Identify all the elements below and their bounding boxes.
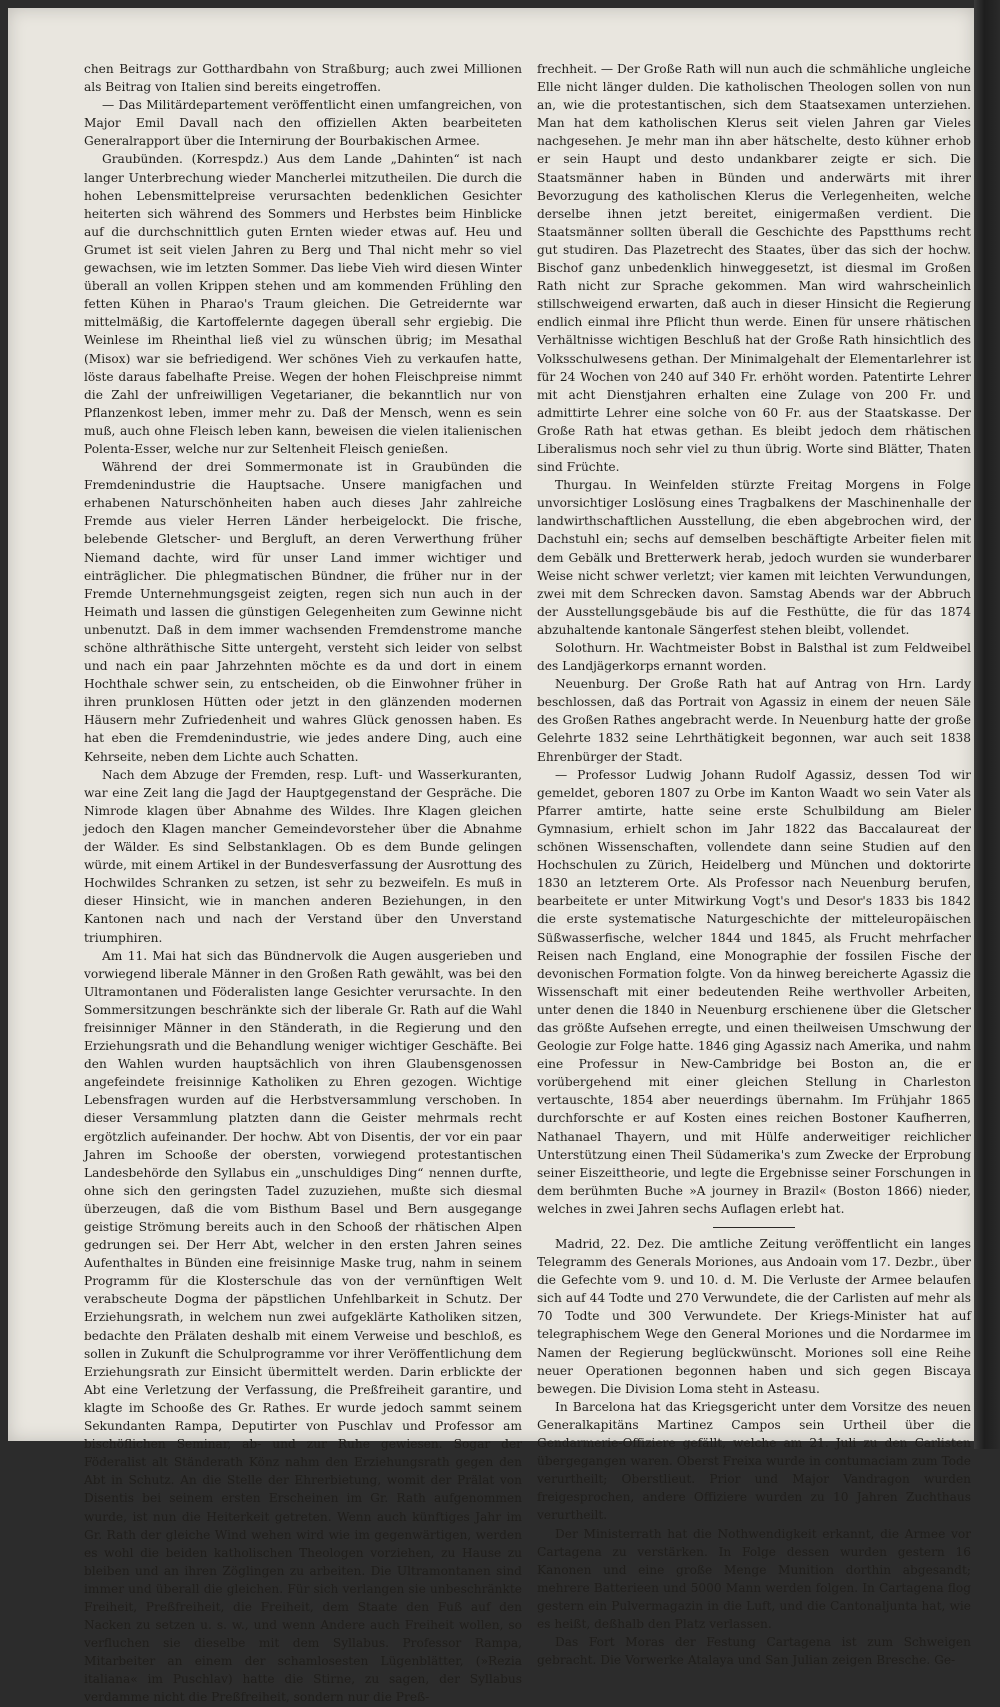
domestic-news-section xyxy=(537,60,971,1218)
right-column xyxy=(537,60,971,1668)
article-paragraph: — Professor Ludwig Johann Rudolf Agassiz, dessen Tod wir gemeldet, geboren 1807 zu Orbe im Kanton Waadt wo sein Vater als Pfarrer amtirte, hatte seine erste Schulbildung am Bieler Gymnasium, erhielt schon im Jahr 1822 das Baccalaureat der schönen Wissenschaften, vollendete dann seine Studien auf den Hochschulen zu Zürich, Heidelberg und München und doktorirte 1830 an letzterem Orte. Als Professor nach Neuenburg berufen, bearbeitete er unter Mitwirkung Vogt's und Desor's 1833 bis 1842 die erste systematische Naturgeschichte der mitteleuropäischen Süßwasserfische, welcher 1844 und 1845, als Frucht mehrfacher Reisen nach England, eine Monographie der fossilen Fische der devonischen Formation folgte. Von da hinweg bereicherte Agassiz die Wissenschaft mit einer bedeutenden Reihe werthvoller Arbeiten, unter denen die 1840 in Neuenburg erschienene über die Gletscher das größte Aufsehen erregte, und einen theilweisen Umschwung der Geologie zur Folge hatte. 1846 ging Agassiz nach Amerika, und nahm eine Professur in New-Cambridge bei Boston an, die er vorübergehend mit einer gleichen Stellung in Charleston vertauschte, 1854 aber neuerdings übernahm. Im Frühjahr 1865 durchforschte er auf Kosten eines reichen Bostoner Kaufherren, Nathanael Thayern, und mit Hülfe anderweitiger reichlicher Unterstützung einen Theil Südamerika's zum Zwecke der Erprobung seiner Eiszeittheorie, und legte die Ergebnisse seiner Forschungen in dem berühmten Buche »A journey in Brazil« (Boston 1866) nieder, welches in zwei Jahren sechs Auflagen erlebt hat. xyxy=(537,767,971,1216)
article-paragraph: Solothurn. Hr. Wachtmeister Bobst in Balsthal ist zum Feldweibel des Landjägerkorps ernannt worden. xyxy=(537,641,971,674)
article-paragraph: Graubünden. (Korrespdz.) Aus dem Lande „Dahinten“ ist nach langer Unterbrechung wieder Mancherlei mitzutheilen. Die durch die hohen Lebensmittelpreise verursachten bedenklichen Gesichter heiterten sich während des Sommers und Herbstes beim Hinblicke auf die durchschnittlich guten Ernten wieder etwas auf. Heu und Grumet ist seit vielen Jahren zu Berg und Thal nicht mehr so viel gewachsen, wie im letzten Sommer. Das liebe Vieh wird diesen Winter überall an vollen Krippen stehen und am kommenden Frühling den fetten Kühen in Pharao's Traum gleichen. Die Getreidernte war mittelmäßig, die Kartoffelernte dagegen überall sehr ergiebig. Die Weinlese im Rheinthal ließ viel zu wünschen übrig; im Mesathal (Misox) war sie befriedigend. Wer schönes Vieh zu verkaufen hatte, löste daraus fabelhafte Preise. Wegen der hohen Fleischpreise nimmt die Zahl der unfreiwilligen Vegetarianer, die bekanntlich nur von Pflanzenkost leben, immer mehr zu. Daß der Mensch, wenn es sein muß, auch ohne Fleisch leben kann, beweisen die vielen italienischen Polenta-Esser, welche nur zur Seltenheit Fleisch genießen. xyxy=(84,152,522,456)
left-column xyxy=(84,60,522,1705)
article-paragraph: Thurgau. In Weinfelden stürzte Freitag Morgens in Folge unvorsichtiger Loslösung eines Tragbalkens der Maschinenhalle der landwirthschaftlichen Ausstellung, die eben abgebrochen wird, der Dachstuhl ein; sechs auf demselben beschäftigte Arbeiter fielen mit dem Gebälk und Bretterwerk herab, jedoch wurden sie wunderbarer Weise nicht schwer verletzt; vier kamen mit leichten Verwundungen, zwei mit dem Schrecken davon. Samstag Abends war der Abbruch der Ausstellungsgebäude bis auf die Festhütte, die für das 1874 abzuhaltende kantonale Sängerfest stehen bleibt, vollendet. xyxy=(537,478,971,637)
article-paragraph: frechheit. — Der Große Rath will nun auch die schmähliche ungleiche Elle nicht länger dulden. Die katholischen Theologen sollen von nun an, wie die protestantischen, sich dem Staatsexamen unterziehen. Man hat dem katholischen Klerus seit vielen Jahren gar Vieles nachgesehen. Je mehr man ihn aber hätschelte, desto kühner erhob er sein Haupt und desto undankbarer zeigte er sich. Die Staatsmänner haben in Bünden und anderwärts mit ihrer Bevorzugung des katholischen Klerus die Verlegenheiten, welche derselbe ihnen jetzt bereitet, einigermaßen verdient. Die Staatsmänner sollten überall die Geschichte des Papstthums recht gut studiren. Das Plazetrecht des Staates, über das sich der hochw. Bischof ganz unbedenklich hinweggesetzt, ist diesmal im Großen Rath nicht zur Sprache gekommen. Man wird wahrscheinlich stillschweigend erwarten, daß auch in dieser Hinsicht die Regierung endlich einmal ihre Pflicht thun werde. Einen für unsere rhätischen Verhältnisse wichtigen Beschluß hat der Große Rath hinsichtlich des Volksschulwesens gethan. Der Minimalgehalt der Elementarlehrer ist für 24 Wochen von 240 auf 340 Fr. erhöht worden. Patentirte Lehrer mit acht Dienstjahren erhalten eine Zulage von 200 Fr. und admittirte Lehrer eine solche von 60 Fr. aus der Staatskasse. Der Große Rath hat etwas gethan. Es bleibt jedoch dem rhätischen Liberalismus noch sehr viel zu thun übrig. Worte sind Blätter, Thaten sind Früchte. xyxy=(537,62,971,475)
article-paragraph: Während der drei Sommermonate ist in Graubünden die Fremdenindustrie die Hauptsache. Unsere manigfachen und erhabenen Naturschönheiten haben auch dieses Jahr zahlreiche Fremde aus vieler Herren Länder herbeigelockt. Die frische, belebende Gletscher- und Bergluft, an deren Verwerthung früher Niemand dachte, wird für unser Land immer wichtiger und einträglicher. Die phlegmatischen Bündner, die früher nur in der Fremde Unternehmungsgeist zeigten, regen sich nun auch in der Heimath und lassen die günstigen Gelegenheiten zum Gewinne nicht unbenutzt. Daß in dem immer wachsenden Fremdenstrome manche schöne althräthische Sitte untergeht, versteht sich leider von selbst und nach ein paar Jahrzehnten möchte es da und dort in einem Hochthale schwer sein, zu entscheiden, ob die Einwohner früher in ihren prunklosen Hütten oder jetzt in den glänzenden modernen Häusern mehr Zufriedenheit und wahres Glück genossen haben. Es hat eben die Fremdenindustrie, wie jedes andere Ding, auch eine Kehrseite, neben dem Lichte auch Schatten. xyxy=(84,460,522,764)
article-paragraph: Nach dem Abzuge der Fremden, resp. Luft- und Wasserkuranten, war eine Zeit lang die Jagd der Hauptgegenstand der Gespräche. Die Nimrode klagen über Abnahme des Wildes. Ihre Klagen gleichen jedoch den Klagen mancher Gemeindevorsteher über die Abnahme der Wälder. Es sind Selbstanklagen. Ob es dem Bunde gelingen würde, mit einem Artikel in der Bundesverfassung der Ausrottung des Hochwildes Schranken zu setzen, ist sehr zu bezweifeln. Es muß in dieser Hinsicht, wie in manchen anderen Beziehungen, in den Kantonen nach und nach der Verstand über den Unverstand triumphiren. xyxy=(84,767,522,945)
page-edge-shadow xyxy=(974,0,1000,1449)
article-paragraph: In Barcelona hat das Kriegsgericht unter dem Vorsitze des neuen Generalkapitäns Martinez Campos sein Urtheil über die Gendarmerie-Offiziere gefällt, welche am 21. Juli zu den Carlisten übergegangen waren. Oberst Freixa wurde in contumaciam zum Tode verurtheilt; Oberstlieut. Prior und Major Vandragon wurden freigesprochen, andere Offiziere wurden zu 10 Jahren Zuchthaus verurtheilt. xyxy=(537,1399,971,1523)
article-paragraph: chen Beitrags zur Gotthardbahn von Straßburg; auch zwei Millionen als Beitrag von Italien sind bereits eingetroffen. xyxy=(84,62,522,95)
article-paragraph: Am 11. Mai hat sich das Bündnervolk die Augen ausgerieben und vorwiegend liberale Männer in den Großen Rath gewählt, was bei den Ultramontanen und Föderalisten lange Gesichter verursachte. In den Sommersitzungen beschränkte sich der liberale Gr. Rath auf die Wahl freisinniger Männer in den Ständerath, in die Regierung und den Erziehungsrath und die Behandlung weniger wichtiger Geschäfte. Bei den Wahlen wurden hauptsächlich von ihren Glaubensgenossen angefeindete freisinnige Katholiken zu Ehren gezogen. Wichtige Lebensfragen wurden auf die Herbstversammlung verschoben. In dieser Versammlung platzten dann die Geister mehrmals recht ergötzlich aufeinander. Der hochw. Abt von Disentis, der vor ein paar Jahren im Schooße der obersten, vorwiegend protestantischen Landesbehörde den Syllabus ein „unschuldiges Ding“ nennen durfte, ohne sich den geringsten Tadel zuzuziehen, mußte sich diesmal überzeugen, daß die vom Bisthum Basel und Bern ausgegange geistige Strömung bereits auch in den Schooß der rhätischen Alpen gedrungen sei. Der Herr Abt, welcher in den ersten Jahren seines Aufenthaltes in Bünden eine freisinnige Maske trug, nahm in seinem Programm für die Klosterschule das von der vernünftigen Welt verabscheute Dogma der päpstlichen Unfehlbarkeit in Schutz. Der Erziehungsrath, in welchem nun zwei aufgeklärte Katholiken sitzen, bedachte den Prälaten deshalb mit einem Verweise und beschloß, es sollen in Zukunft die Schulprogramme vor ihrer Veröffentlichung dem Erziehungsrath zur Einsicht übermittelt werden. Darin erblickte der Abt eine Verletzung der Verfassung, die Preßfreiheit garantire, und klagte im Schooße des Gr. Rathes. Er wurde jedoch sammt seinem Sekundanten Rampa, Deputirter von Puschlav und Professor am bischöflichen Seminar, ab- und zur Ruhe gewiesen. Sogar der Föderalist alt Ständerath Könz nahm den Erziehungsrath gegen den Abt in Schutz. An die Stelle der Ehrerbietung, womit der Prälat von Disentis bei seinem ersten Erscheinen im Gr. Rath aufgenommen wurde, ist nun die Heiterkeit getreten. Wenn auch künftiges Jahr im Gr. Rath der gleiche Wind wehen wird wie im gegenwärtigen, werden es wohl die beiden katholischen Theologen vorziehen, zu Hause zu bleiben und an ihren Zöglingen zu arbeiten. Die Ultramontanen sind immer und überall die gleichen. Für sich verlangen sie unbeschränkte Freiheit, Preßfreiheit, die Freiheit, dem Staate den Fuß auf den Nacken zu setzen u. s. w., und wenn Andere auch Freiheit wollen, so verfluchen sie dieselbe mit dem Syllabus. Professor Rampa, Mitarbeiter an einem der schamlosesten Lügenblätter, (»Rezia italiana« im Puschlav) hatte die Stirne, zu sagen, der Syllabus verdamme nicht die Preßfreiheit, sondern nur die Preß- xyxy=(84,948,522,1705)
foreign-news-section xyxy=(537,1235,971,1669)
newspaper-page xyxy=(8,8,974,1705)
article-paragraph: Das Fort Moras der Festung Cartagena ist zum Schweigen gebracht. Die Vorwerke Atalaya und San Julian zeigen Bresche. Ge- xyxy=(537,1635,971,1668)
article-paragraph: — Das Militärdepartement veröffentlicht einen umfangreichen, von Major Emil Davall nach den offiziellen Akten bearbeiteten Generalrapport über die Internirung der Bourbakischen Armee. xyxy=(84,98,522,149)
article-paragraph: Der Ministerrath hat die Nothwendigkeit erkannt, die Armee vor Cartagena zu verstärken. In Folge dessen wurden gestern 16 Kanonen und eine große Menge Munition dorthin abgesandt; mehrere Batterieen und 5000 Mann werden folgen. In Cartagena flog gestern ein Pulvermagazin in die Luft, und die Cantonaljunta hat, wie es heißt, deßhalb den Platz verlassen. xyxy=(537,1526,971,1631)
article-paragraph: Madrid, 22. Dez. Die amtliche Zeitung veröffentlicht ein langes Telegramm des Generals Moriones, aus Andoain vom 17. Dezbr., über die Gefechte vom 9. und 10. d. M. Die Verluste der Armee belaufen sich auf 44 Todte und 270 Verwundete, die der Carlisten auf mehr als 70 Todte und 300 Verwundete. Der Kriegs-Minister hat auf telegraphischem Wege den General Moriones und die Nordarmee im Namen der Regierung beglückwünscht. Moriones soll eine Reihe neuer Operationen begonnen haben und sich gegen Biscaya bewegen. Die Division Loma steht in Asteasu. xyxy=(537,1237,971,1396)
article-paragraph: Neuenburg. Der Große Rath hat auf Antrag von Hrn. Lardy beschlossen, daß das Portrait von Agassiz in einem der neuen Säle des Großen Rathes angebracht werde. In Neuenburg hatte der große Gelehrte 1832 seine Lehrthätigkeit begonnen, war auch seit 1838 Ehrenbürger der Stadt. xyxy=(537,677,971,764)
section-separator xyxy=(713,1227,795,1228)
